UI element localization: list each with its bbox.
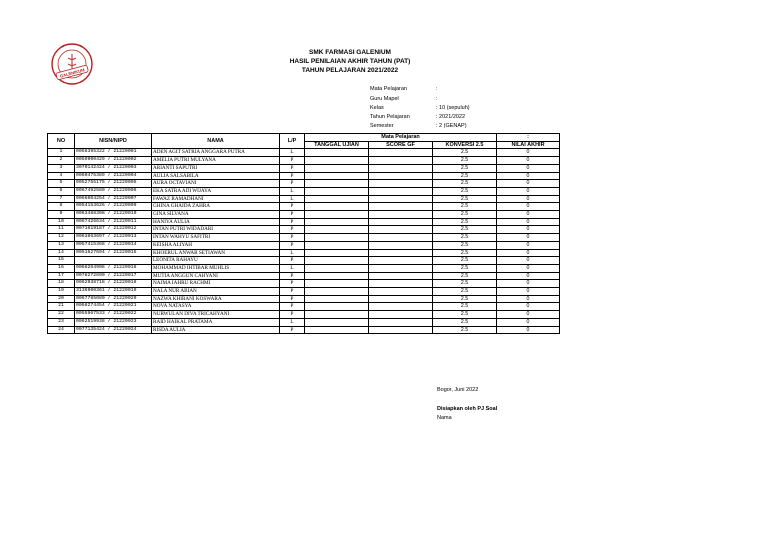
- row-score: [369, 280, 433, 288]
- row-nisn: 0063863697 / 21220013: [75, 234, 152, 242]
- row-nilai: 0: [497, 218, 560, 226]
- row-no: 24: [48, 326, 75, 334]
- row-nisn: 0063488308 / 21220010: [75, 211, 152, 219]
- row-nilai: 0: [497, 288, 560, 296]
- row-nama: ARIANTI SAPUTRI: [152, 164, 280, 172]
- table-row: [48, 295, 560, 303]
- row-score: [369, 195, 433, 203]
- row-nilai: 0: [497, 187, 560, 195]
- row-nisn: 0066604254 / 21220007: [75, 195, 152, 203]
- row-tanggal: [305, 187, 369, 195]
- row-lp: P: [280, 272, 305, 280]
- row-score: [369, 303, 433, 311]
- row-nisn: 0071619187 / 21220012: [75, 226, 152, 234]
- academic-year-title: TAHUN PELAJARAN 2021/2022: [301, 67, 399, 74]
- table-row: [48, 226, 560, 234]
- row-no: 5: [48, 180, 75, 188]
- row-konversi: 2.5: [433, 288, 497, 296]
- row-konversi: 2.5: [433, 203, 497, 211]
- row-tanggal: [305, 203, 369, 211]
- row-nisn: 0062519938 / 21220023: [75, 318, 152, 326]
- table-row: [48, 326, 560, 334]
- row-nisn: 0060475389 / 21220004: [75, 172, 152, 180]
- row-nilai: 0: [497, 164, 560, 172]
- row-lp: P: [280, 303, 305, 311]
- row-nilai: 0: [497, 295, 560, 303]
- row-nama: AURA OCTAVIANI: [152, 180, 280, 188]
- row-nama: EKA SATRA ADI WIJAYA: [152, 187, 280, 195]
- row-score: [369, 272, 433, 280]
- row-no: 3: [48, 164, 75, 172]
- row-tanggal: [305, 218, 369, 226]
- row-lp: P: [280, 157, 305, 165]
- row-konversi: 2.5: [433, 180, 497, 188]
- school-logo: [50, 42, 94, 86]
- row-no: 22: [48, 311, 75, 319]
- row-score: [369, 234, 433, 242]
- header-score: SCORE GF: [369, 141, 433, 149]
- prepared-by: Disiapkan oleh PJ Soal: [437, 406, 498, 412]
- row-score: [369, 288, 433, 296]
- row-nama: GHINA GHAIDA ZAHRA: [152, 203, 280, 211]
- row-nilai: 0: [497, 257, 560, 265]
- table-row: [48, 149, 560, 157]
- grades-table: [47, 133, 560, 334]
- row-tanggal: [305, 195, 369, 203]
- row-nilai: 0: [497, 203, 560, 211]
- row-konversi: 2.5: [433, 187, 497, 195]
- meta-semester: Semester : 2 (GENAP): [370, 123, 467, 129]
- row-nama: INTAN WAHYU SAFITRI: [152, 234, 280, 242]
- row-lp: P: [280, 211, 305, 219]
- row-lp: P: [280, 257, 305, 265]
- row-konversi: 2.5: [433, 257, 497, 265]
- row-no: 12: [48, 234, 75, 242]
- row-score: [369, 326, 433, 334]
- table-row: [48, 272, 560, 280]
- preparer-name: Nama: [437, 415, 452, 421]
- row-score: [369, 172, 433, 180]
- row-no: 18: [48, 280, 75, 288]
- row-nama: RAID HAIKAL PRATAMA: [152, 318, 280, 326]
- row-konversi: 2.5: [433, 326, 497, 334]
- row-lp: P: [280, 326, 305, 334]
- row-nilai: 0: [497, 264, 560, 272]
- row-score: [369, 164, 433, 172]
- row-score: [369, 187, 433, 195]
- table-row: [48, 172, 560, 180]
- row-tanggal: [305, 234, 369, 242]
- meta-subject: Mata Pelajaran :: [370, 86, 438, 92]
- row-lp: P: [280, 203, 305, 211]
- row-score: [369, 241, 433, 249]
- row-nama: FAWAZ RAMADHANI: [152, 195, 280, 203]
- row-konversi: 2.5: [433, 249, 497, 257]
- row-nama: GINA SILVANA: [152, 211, 280, 219]
- row-no: 13: [48, 241, 75, 249]
- row-no: 11: [48, 226, 75, 234]
- table-row: [48, 164, 560, 172]
- row-lp: P: [280, 311, 305, 319]
- row-nama: NALA NUR ABIAN: [152, 288, 280, 296]
- row-no: 16: [48, 264, 75, 272]
- table-row: [48, 280, 560, 288]
- row-nilai: 0: [497, 249, 560, 257]
- row-nisn: 0068274454 / 21220021: [75, 303, 152, 311]
- row-score: [369, 157, 433, 165]
- meta-teacher: Guru Mapel :: [370, 96, 438, 102]
- row-nama: ADEN AGIT SATRIA ANGGARA PUTRA: [152, 149, 280, 157]
- table-row: [48, 211, 560, 219]
- row-lp: L: [280, 149, 305, 157]
- header-mapel: Mata Pelajaran: [305, 134, 497, 142]
- row-nisn: 0054153626 / 21220009: [75, 203, 152, 211]
- row-konversi: 2.5: [433, 226, 497, 234]
- row-konversi: 2.5: [433, 311, 497, 319]
- row-konversi: 2.5: [433, 157, 497, 165]
- row-nisn: 0077135424 / 21220024: [75, 326, 152, 334]
- logo-center-text: GALENIKUM: [59, 67, 86, 79]
- row-nama: NAJMA IAHRU RACHMI: [152, 280, 280, 288]
- header-konversi: KONVERSI 2.5: [433, 141, 497, 149]
- row-no: 15: [48, 257, 75, 265]
- row-nama: KEISHA ALIYAH: [152, 241, 280, 249]
- row-lp: P: [280, 234, 305, 242]
- row-nisn: 0055967533 / 21220022: [75, 311, 152, 319]
- row-nisn: 0067426634 / 21220011: [75, 218, 152, 226]
- meta-class: Kelas : 10 (sepuluh): [370, 105, 470, 111]
- row-tanggal: [305, 280, 369, 288]
- row-tanggal: [305, 326, 369, 334]
- row-lp: P: [280, 172, 305, 180]
- row-lp: P: [280, 164, 305, 172]
- table-row: [48, 311, 560, 319]
- row-tanggal: [305, 157, 369, 165]
- row-nilai: 0: [497, 241, 560, 249]
- row-tanggal: [305, 172, 369, 180]
- row-lp: L: [280, 187, 305, 195]
- row-no: 7: [48, 195, 75, 203]
- table-row: [48, 318, 560, 326]
- row-nama: NURWULAN DIVA TRICAHYANI: [152, 311, 280, 319]
- header-nilai: NILAI AKHIR: [497, 141, 560, 149]
- row-nisn: 0062938718 / 21220018: [75, 280, 152, 288]
- row-score: [369, 311, 433, 319]
- row-konversi: 2.5: [433, 172, 497, 180]
- row-nilai: 0: [497, 280, 560, 288]
- row-konversi: 2.5: [433, 241, 497, 249]
- row-lp: P: [280, 218, 305, 226]
- row-konversi: 2.5: [433, 272, 497, 280]
- row-nisn: 0052755175 / 21220005: [75, 180, 152, 188]
- row-tanggal: [305, 303, 369, 311]
- row-score: [369, 203, 433, 211]
- row-nisn: 0056395322 / 21220001: [75, 149, 152, 157]
- row-tanggal: [305, 149, 369, 157]
- row-konversi: 2.5: [433, 211, 497, 219]
- row-score: [369, 218, 433, 226]
- table-row: [48, 264, 560, 272]
- row-nisn: 3136900361 / 21220019: [75, 288, 152, 296]
- row-lp: P: [280, 280, 305, 288]
- row-no: 23: [48, 318, 75, 326]
- row-score: [369, 249, 433, 257]
- row-nilai: 0: [497, 272, 560, 280]
- row-no: 4: [48, 172, 75, 180]
- row-nama: AULIA SALSABILA: [152, 172, 280, 180]
- header-nisn: NISN/NIPD: [75, 134, 152, 149]
- row-nama: AMELIA PUTRI MULYANA: [152, 157, 280, 165]
- row-no: 19: [48, 288, 75, 296]
- table-row: [48, 241, 560, 249]
- header-lp: L/P: [280, 134, 305, 149]
- school-name: SMK FARMASI GALENIUM: [309, 49, 391, 56]
- row-nilai: 0: [497, 211, 560, 219]
- table-row: [48, 218, 560, 226]
- header-tanggal: TANGGAL UJIAN: [305, 141, 369, 149]
- row-nama: MOHAMMAD IHTIBAR MUHLIS: [152, 264, 280, 272]
- row-tanggal: [305, 311, 369, 319]
- row-nisn: 3070142424 / 21220003: [75, 164, 152, 172]
- row-score: [369, 211, 433, 219]
- row-tanggal: [305, 295, 369, 303]
- row-tanggal: [305, 264, 369, 272]
- row-no: 21: [48, 303, 75, 311]
- row-nama: RISDA AULIA: [152, 326, 280, 334]
- row-tanggal: [305, 180, 369, 188]
- row-nilai: 0: [497, 318, 560, 326]
- row-score: [369, 257, 433, 265]
- row-konversi: 2.5: [433, 234, 497, 242]
- row-nilai: 0: [497, 172, 560, 180]
- row-tanggal: [305, 226, 369, 234]
- row-no: 6: [48, 187, 75, 195]
- row-lp: L: [280, 264, 305, 272]
- row-nilai: 0: [497, 195, 560, 203]
- table-row: [48, 187, 560, 195]
- row-no: 1: [48, 149, 75, 157]
- header-colon: :: [497, 134, 560, 142]
- table-row: [48, 180, 560, 188]
- row-nisn: 0051627694 / 21220015: [75, 249, 152, 257]
- row-nisn: 0067492580 / 21220006: [75, 187, 152, 195]
- row-nilai: 0: [497, 326, 560, 334]
- row-konversi: 2.5: [433, 164, 497, 172]
- row-konversi: 2.5: [433, 280, 497, 288]
- row-nisn: 0067785080 / 21220020: [75, 295, 152, 303]
- row-nisn: 0078272890 / 21220017: [75, 272, 152, 280]
- row-score: [369, 149, 433, 157]
- row-tanggal: [305, 272, 369, 280]
- meta-year: Tahun Pelajaran : 2021/2022: [370, 114, 466, 120]
- row-lp: P: [280, 180, 305, 188]
- row-lp: L: [280, 318, 305, 326]
- row-nama: LEONITA RAHAYU: [152, 257, 280, 265]
- table-row: [48, 257, 560, 265]
- row-nilai: 0: [497, 226, 560, 234]
- row-tanggal: [305, 164, 369, 172]
- row-nilai: 0: [497, 311, 560, 319]
- row-tanggal: [305, 249, 369, 257]
- row-no: 14: [48, 249, 75, 257]
- row-konversi: 2.5: [433, 218, 497, 226]
- row-score: [369, 264, 433, 272]
- row-no: 17: [48, 272, 75, 280]
- table-row: [48, 303, 560, 311]
- row-konversi: 2.5: [433, 295, 497, 303]
- row-no: 9: [48, 211, 75, 219]
- row-nilai: 0: [497, 234, 560, 242]
- report-title: HASIL PENILAIAN AKHIR TAHUN (PAT): [289, 58, 411, 65]
- row-tanggal: [305, 211, 369, 219]
- row-nama: HANIYA AULIA: [152, 218, 280, 226]
- header-nama: NAMA: [152, 134, 280, 149]
- row-nama: NAZWA KHIRANI KOSWARA: [152, 295, 280, 303]
- row-nisn: 0059900429 / 21220002: [75, 157, 152, 165]
- row-lp: P: [280, 241, 305, 249]
- row-score: [369, 226, 433, 234]
- row-nisn: 0057415368 / 21220014: [75, 241, 152, 249]
- row-lp: L: [280, 249, 305, 257]
- row-nisn: [75, 257, 152, 265]
- row-konversi: 2.5: [433, 149, 497, 157]
- table-row: [48, 195, 560, 203]
- row-nilai: 0: [497, 149, 560, 157]
- place-date: Bogor, Juni 2022: [437, 387, 479, 393]
- table-row: [48, 234, 560, 242]
- row-nilai: 0: [497, 157, 560, 165]
- row-konversi: 2.5: [433, 303, 497, 311]
- table-row: [48, 249, 560, 257]
- row-no: 20: [48, 295, 75, 303]
- row-score: [369, 295, 433, 303]
- row-no: 10: [48, 218, 75, 226]
- row-score: [369, 318, 433, 326]
- header-no: NO: [48, 134, 75, 149]
- row-lp: P: [280, 295, 305, 303]
- row-no: 8: [48, 203, 75, 211]
- row-lp: L: [280, 195, 305, 203]
- row-no: 2: [48, 157, 75, 165]
- row-tanggal: [305, 318, 369, 326]
- table-row: [48, 288, 560, 296]
- row-nisn: 0068264908 / 21220016: [75, 264, 152, 272]
- row-nama: NOVA NATASYA: [152, 303, 280, 311]
- row-nilai: 0: [497, 180, 560, 188]
- row-konversi: 2.5: [433, 318, 497, 326]
- row-tanggal: [305, 241, 369, 249]
- row-score: [369, 180, 433, 188]
- table-row: [48, 203, 560, 211]
- row-konversi: 2.5: [433, 264, 497, 272]
- row-lp: P: [280, 226, 305, 234]
- row-nama: MUTIA ANGGUN CAHYANI: [152, 272, 280, 280]
- row-lp: P: [280, 288, 305, 296]
- row-tanggal: [305, 257, 369, 265]
- row-konversi: 2.5: [433, 195, 497, 203]
- row-nama: INTAN PUTRI WIDADARI: [152, 226, 280, 234]
- row-nama: KHOERUL ANWAR SETIAWAN: [152, 249, 280, 257]
- table-row: [48, 157, 560, 165]
- row-tanggal: [305, 288, 369, 296]
- row-nilai: 0: [497, 303, 560, 311]
